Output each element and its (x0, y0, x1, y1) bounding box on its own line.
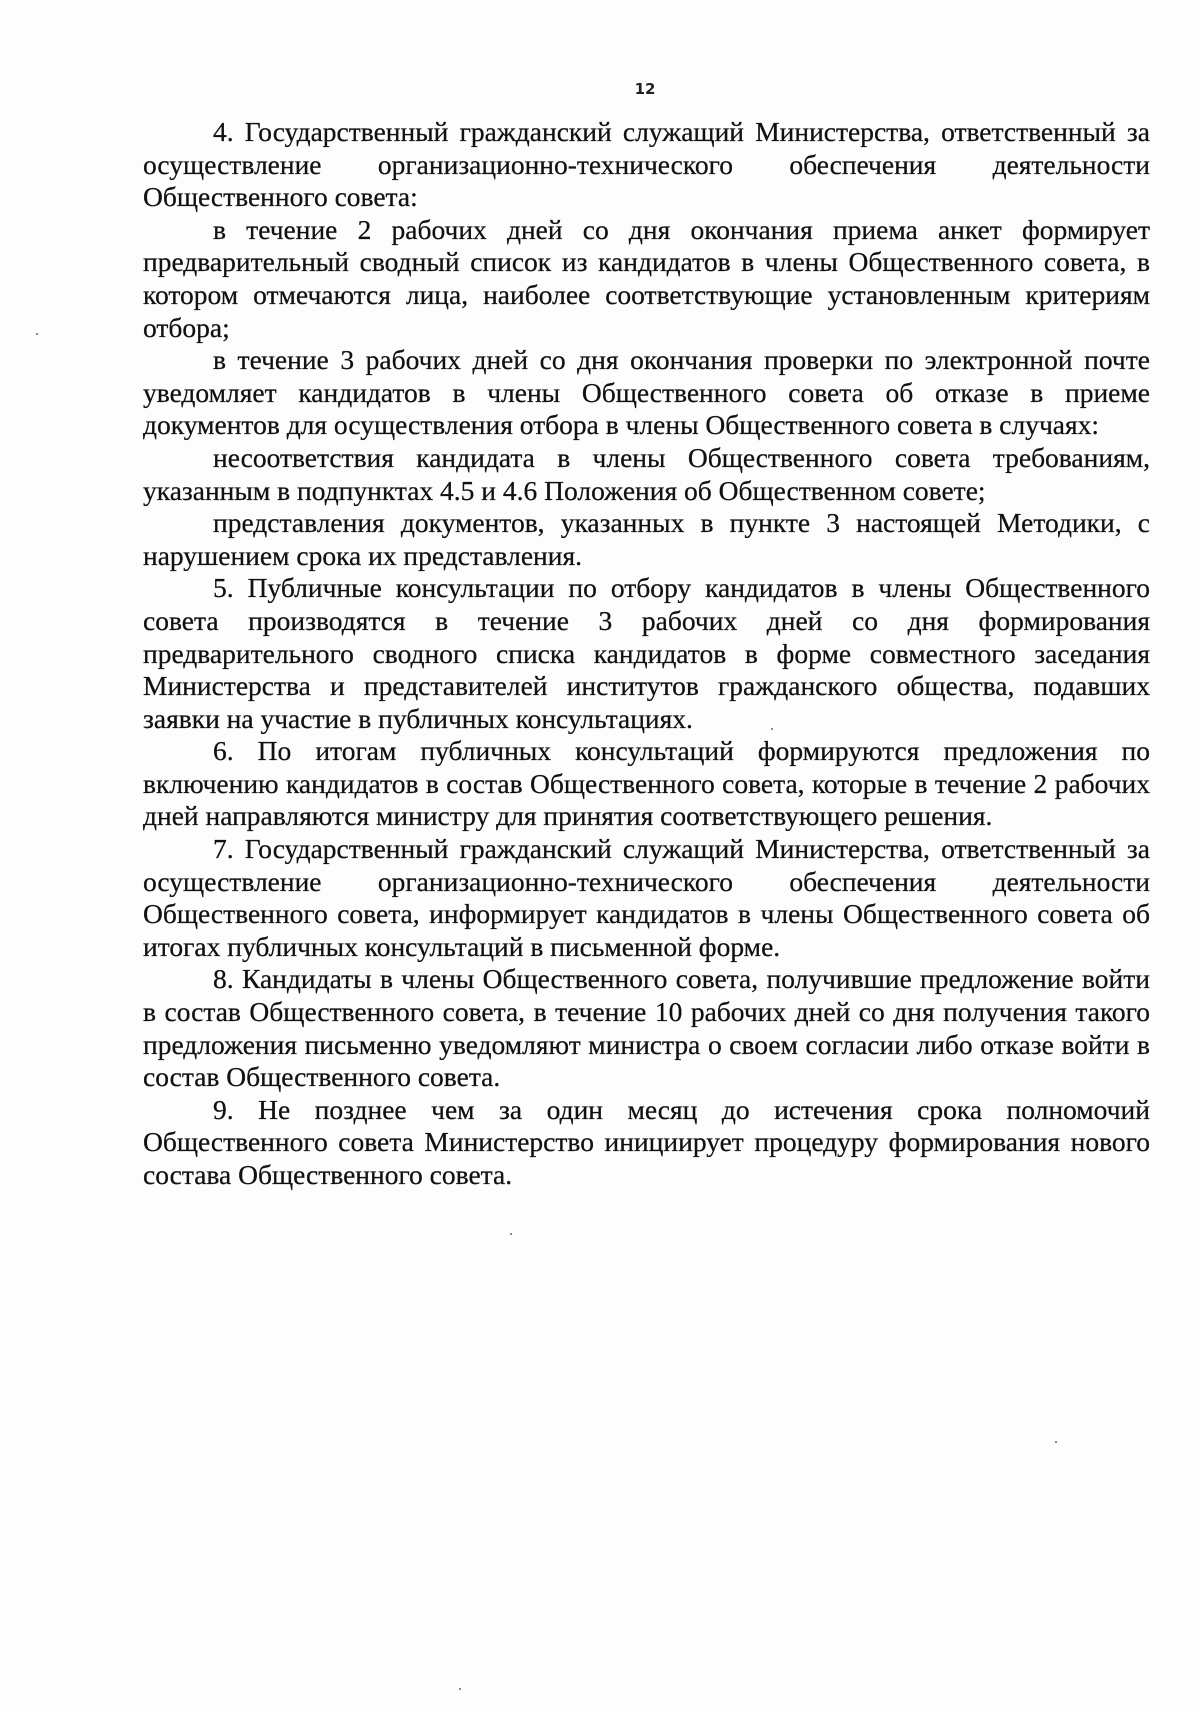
paragraph-5: 5. Публичные консультации по отбору кандидатов в члены Общественного совета производятся в течение 3 рабочих дней со дня формирования предварительного сводного списка кандидатов в форме совместного заседания Министерства и представителей институтов гражданского общества, подавших заявки на участие в публичных консультациях. (143, 572, 1150, 734)
scan-speck (1055, 1441, 1057, 1443)
paragraph-6: 6. По итогам публичных консультаций формируются предложения по включению кандидатов в состав Общественного совета, которые в течение 2 рабочих дней направляются министру для принятия соответствующего решения. (143, 735, 1150, 832)
paragraph-9: 9. Не позднее чем за один месяц до истечения срока полномочий Общественного совета Министерство инициирует процедуру формирования нового состава Общественного совета. (143, 1093, 1150, 1190)
paragraph-4-sub-2-case-1: несоответствия кандидата в члены Общественного совета требованиям, указанным в подпунктах 4.5 и 4.6 Положения об Общественном совете; (143, 441, 1150, 506)
document-body (143, 116, 1150, 1192)
scan-speck (459, 1688, 461, 1690)
page-number: 12 (634, 80, 656, 98)
paragraph-4: 4. Государственный гражданский служащий Министерства, ответственный за осуществление организационно-технического обеспечения деятельности Общественного совета: (143, 116, 1150, 213)
paragraph-7: 7. Государственный гражданский служащий Министерства, ответственный за осуществление организационно-технического обеспечения деятельности Общественного совета, информирует кандидатов в члены Общественного совета об итогах публичных консультаций в письменной форме. (143, 833, 1150, 962)
scan-speck (771, 728, 773, 730)
paragraph-4-sub-2: в течение 3 рабочих дней со дня окончания проверки по электронной почте уведомляет кандидатов в члены Общественного совета об отказе в приеме документов для осуществления отбора в члены Общественного совета в случаях: (143, 344, 1150, 441)
scan-speck (36, 333, 38, 335)
paragraph-4-sub-2-case-2: представления документов, указанных в пункте 3 настоящей Методики, с нарушением срока их представления. (143, 507, 1150, 571)
paragraph-4-sub-1: в течение 2 рабочих дней со дня окончания приема анкет формирует предварительный сводный список из кандидатов в члены Общественного совета, в котором отмечаются лица, наиболее соответствующие установленным критериям отбора; (143, 213, 1150, 343)
scan-speck (510, 1233, 512, 1235)
paragraph-8: 8. Кандидаты в члены Общественного совета, получившие предложение войти в состав Общественного совета, в течение 10 рабочих дней со дня получения такого предложения письменно уведомляют министра о своем согласии либо отказе войти в состав Общественного совета. (143, 963, 1150, 1093)
